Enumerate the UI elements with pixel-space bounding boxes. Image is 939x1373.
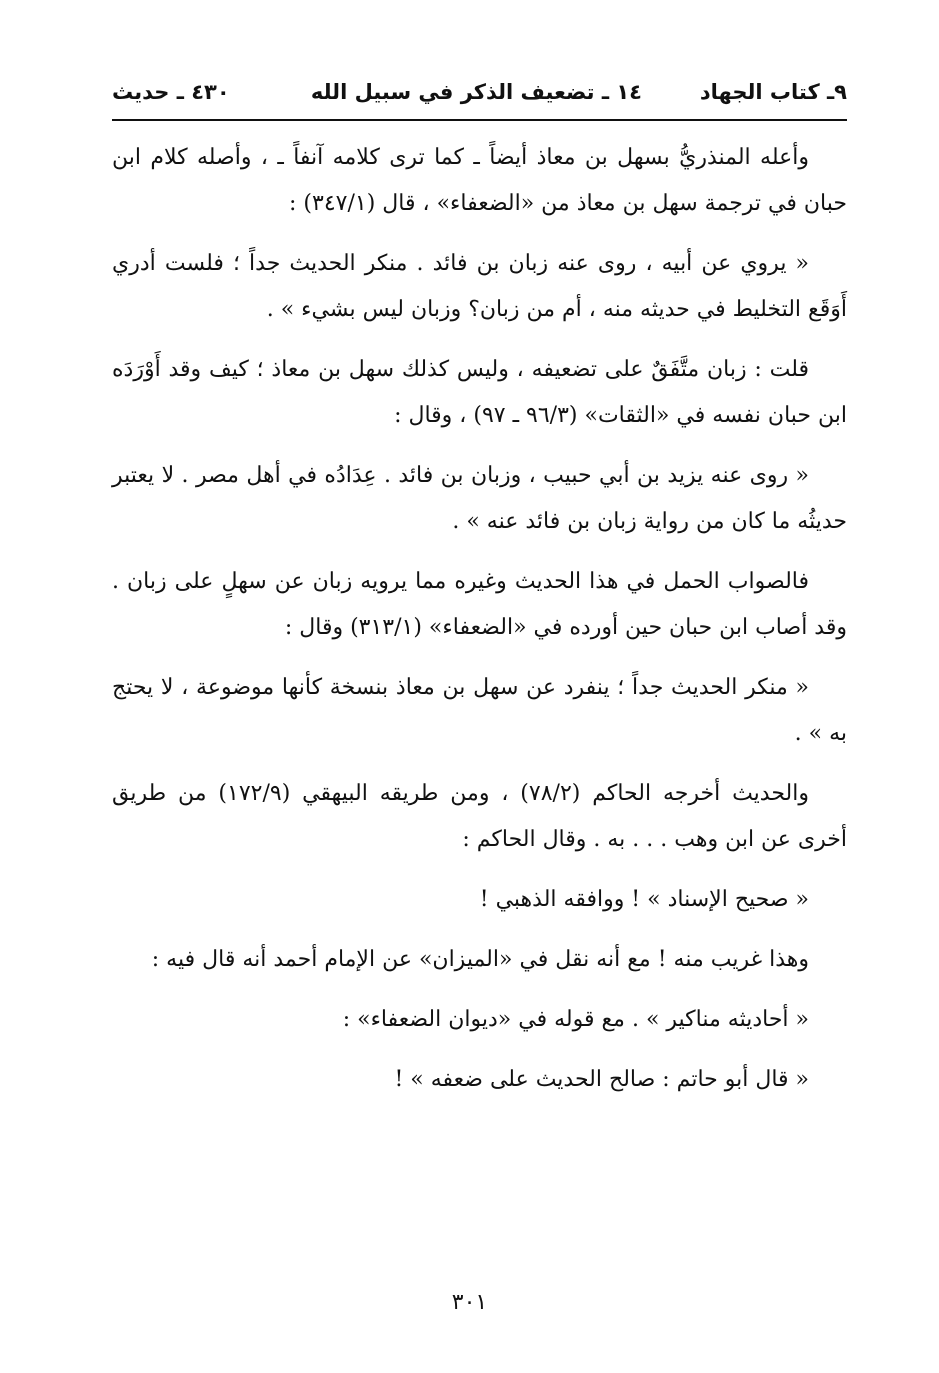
paragraph-dhahabi-comment: وهذا غريب منه ! مع أنه نقل في «الميزان» عن الإمام أحمد أنه قال فيه : [151,947,809,972]
paragraph-conclusion: فالصواب الحمل في هذا الحديث وغيره مما يرويه زبان عن سهلٍ على زبان . وقد أصاب ابن حبان حين أورده في «الضعفاء» (٣١٣/١) وقال : [112,569,847,640]
running-head [112,72,847,116]
header-divider [112,119,847,121]
quote-ibn-hibban-thiqat: « روى عنه يزيد بن أبي حبيب ، وزبان بن فائد . عِدَادُه في أهل مصر . لا يعتبر حديثُه ما كان من رواية زبان بن فائد عنه » . [112,463,847,534]
quote-abu-hatim: « قال أبو حاتم : صالح الحديث على ضعفه » ! [394,1067,809,1092]
quote-hakim-sahih: « صحيح الإسناد » ! ووافقه الذهبي ! [479,887,809,912]
running-head-hadith-number: ٤٣٠ ـ حديث [112,80,230,104]
paragraph-author-comment: قلت : زبان متَّفَقٌ على تضعيفه ، وليس كذلك سهل بن معاذ ؛ كيف وقد أَوْرَدَه ابن حبان نفسه في «الثقات» (٩٦/٣ ـ ٩٧) ، وقال : [112,357,847,428]
paragraph-munthiri-ilal: وأعله المنذريُّ بسهل بن معاذ أيضاً ـ كما ترى كلامه آنفاً ـ ، وأصله كلام ابن حبان في ترجمة سهل بن معاذ من «الضعفاء» ، قال (٣٤٧/١) : [112,145,847,216]
body-text [112,135,847,1103]
quote-munkar-al-hadith: « منكر الحديث جداً ؛ ينفرد عن سهل بن معاذ بنسخة كأنها موضوعة ، لا يحتج به » . [112,675,847,746]
running-head-book-title: ٩ـ كتاب الجهاد [699,80,847,104]
paragraph-hakim-takhrij: والحديث أخرجه الحاكم (٧٨/٢) ، ومن طريقه البيهقي (١٧٢/٩) من طريق أخرى عن ابن وهب . . . به . وقال الحاكم : [112,781,847,852]
running-head-chapter-title: ١٤ ـ تضعيف الذكر في سبيل الله [310,80,642,104]
quote-ibn-hibban-duafa: « يروي عن أبيه ، روى عنه زبان بن فائد . منكر الحديث جداً ؛ فلست أدري أَوَقَع التخليط في حديثه منه ، أم من زبان؟ وزبان ليس بشيء » . [112,251,847,322]
quote-ahmad-manakir: « أحاديثه مناكير » . مع قوله في «ديوان الضعفاء» : [342,1007,809,1032]
page-number: ٣٠١ [451,1290,488,1315]
